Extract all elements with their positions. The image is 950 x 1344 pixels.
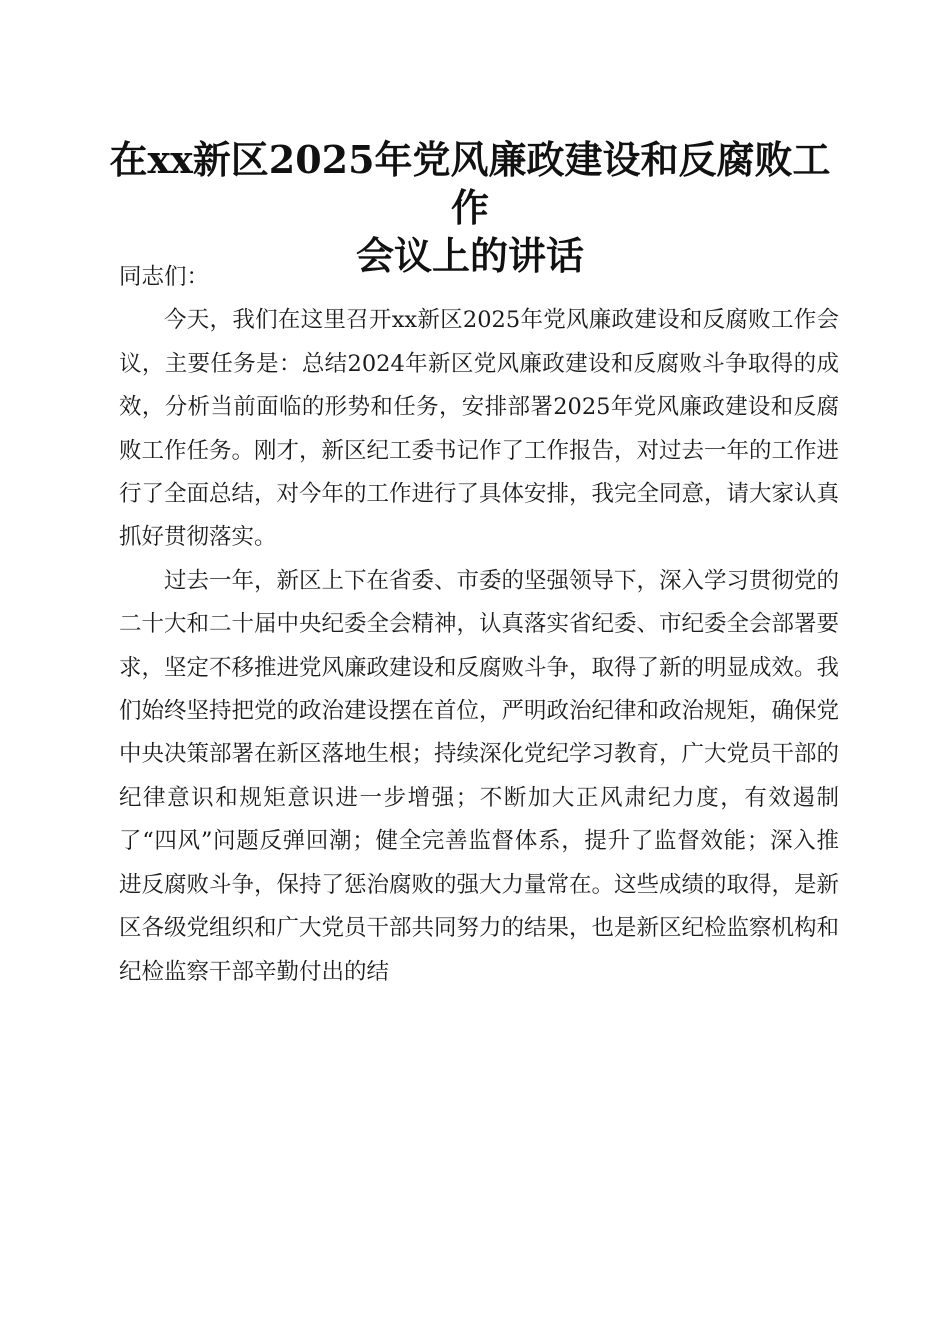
paragraph-2: 过去一年，新区上下在省委、市委的坚强领导下，深入学习贯彻党的二十大和二十届中央纪委全会精神，认真落实省纪委、市纪委全会部署要求，坚定不移推进党风廉政建设和反腐败斗争，取得了新的明显成效。我们始终坚持把党的政治建设摆在首位，严明政治纪律和政治规矩，确保党中央决策部署在新区落地生根；持续深化党纪学习教育，广大党员干部的纪律意识和规矩意识进一步增强；不断加大正风肃纪力度，有效遏制了“四风”问题反弹回潮；健全完善监督体系，提升了监督效能；深入推进反腐败斗争，保持了惩治腐败的强大力量常在。这些成绩的取得，是新区各级党组织和广大党员干部共同努力的结果，也是新区纪检监察机构和纪检监察干部辛勤付出的结	[119, 567, 840, 985]
document-body	[119, 256, 839, 994]
title-line-1: 在xx新区2025年党风廉政建设和反腐败工作	[109, 137, 831, 230]
title-line-2: 会议上的讲话	[355, 233, 584, 278]
salutation: 同志们：	[119, 264, 210, 290]
paragraph-1: 今天，我们在这里召开xx新区2025年党风廉政建设和反腐败工作会议，主要任务是：总结2024年新区党风廉政建设和反腐败斗争取得的成效，分析当前面临的形势和任务，安排部署2025年党风廉政建设和反腐败工作任务。刚才，新区纪工委书记作了工作报告，对过去一年的工作进行了全面总结，对今年的工作进行了具体安排，我完全同意，请大家认真抓好贯彻落实。	[119, 307, 840, 551]
